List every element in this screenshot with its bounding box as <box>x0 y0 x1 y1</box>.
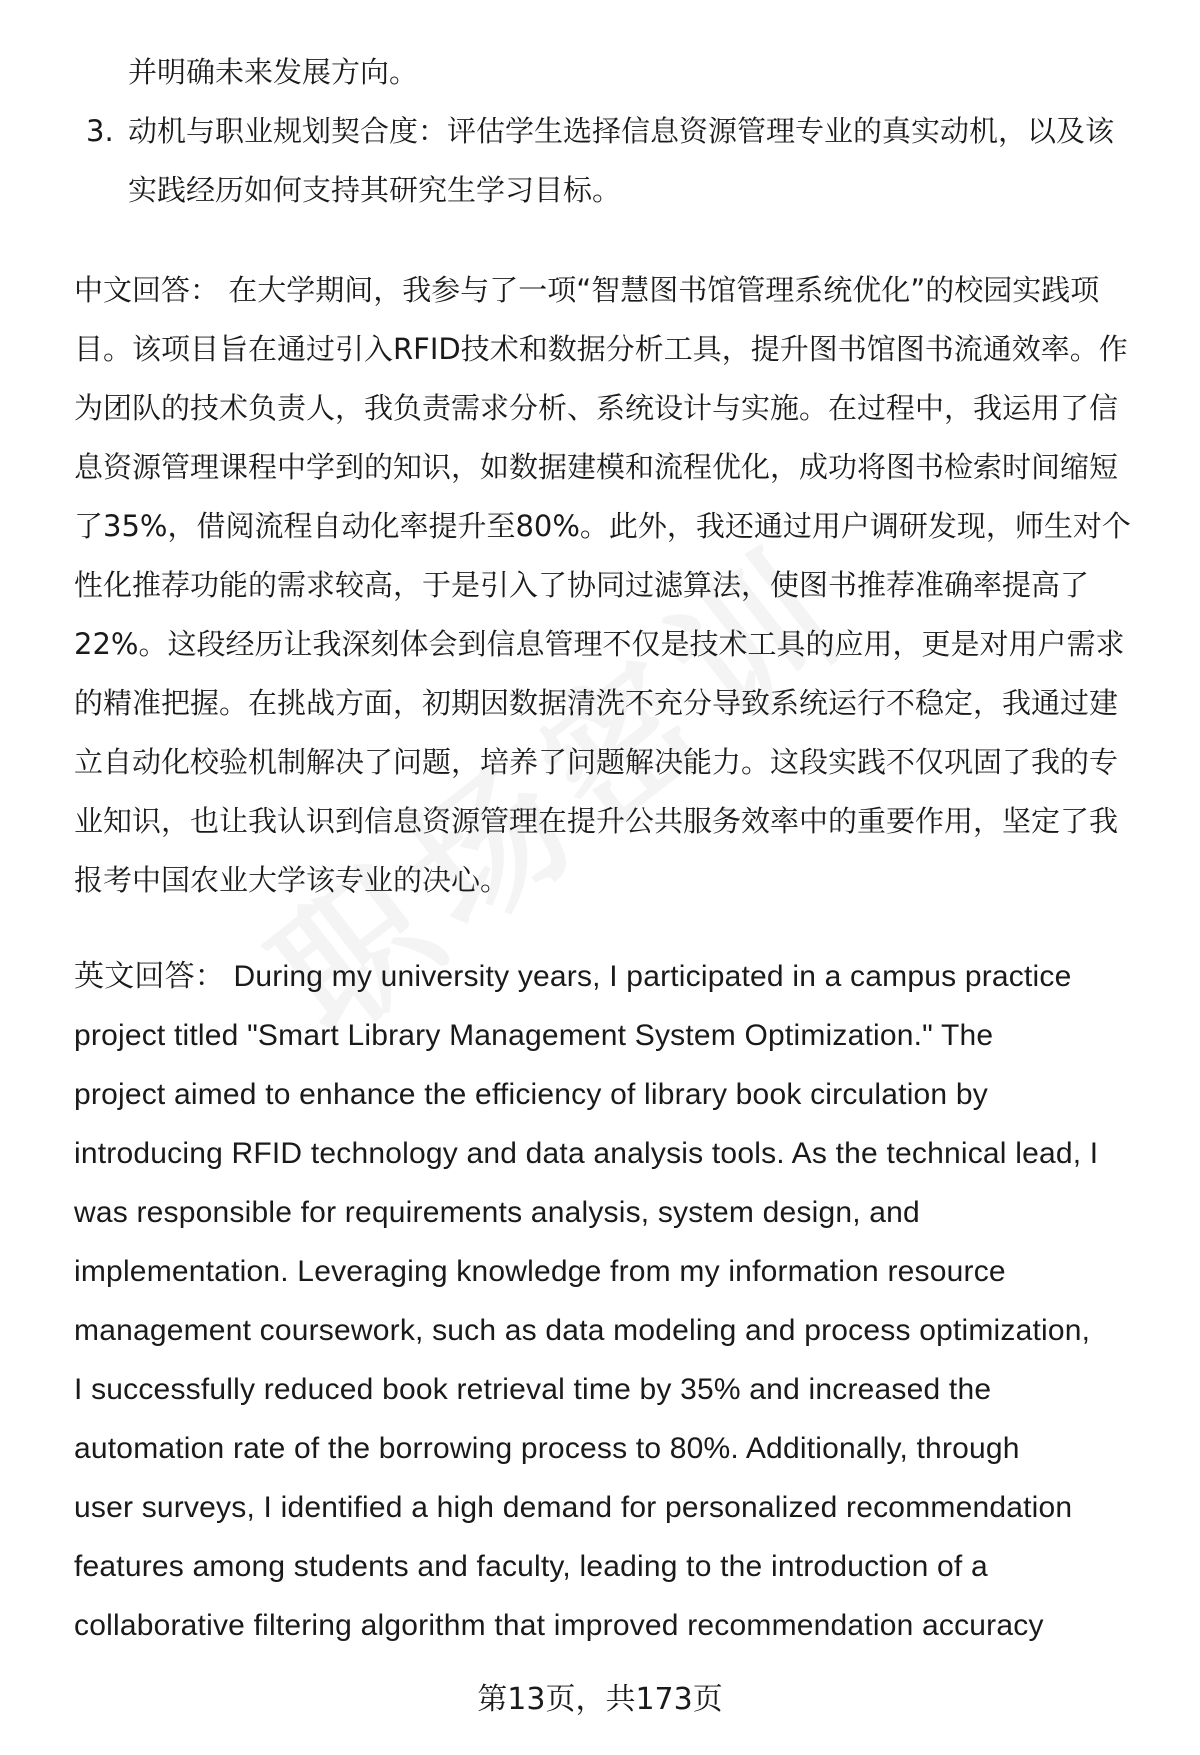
paragraph-line: 英文回答： During my university years, I participated in a campus practice <box>74 960 1072 993</box>
paragraph-line: 报考中国农业大学该专业的决心。 <box>74 863 510 897</box>
intro-line: 并明确未来发展方向。 <box>128 55 419 89</box>
paragraph-line: project titled "Smart Library Management System Optimization." The <box>74 1019 994 1052</box>
paragraph-line: 为团队的技术负责人，我负责需求分析、系统设计与实施。在过程中，我运用了信 <box>74 391 1119 425</box>
paragraph-line: features among students and faculty, leading to the introduction of a <box>74 1550 988 1583</box>
paragraph-line: 目。该项目旨在通过引入RFID技术和数据分析工具，提升图书馆图书流通效率。作 <box>74 332 1128 366</box>
paragraph-line: 立自动化校验机制解决了问题，培养了问题解决能力。这段实践不仅巩固了我的专 <box>74 745 1119 779</box>
paragraph-line: 的精准把握。在挑战方面，初期因数据清洗不充分导致系统运行不稳定，我通过建 <box>74 686 1119 720</box>
list-item-line: 实践经历如何支持其研究生学习目标。 <box>128 173 622 207</box>
list-item-line: 动机与职业规划契合度：评估学生选择信息资源管理专业的真实动机，以及该 <box>128 114 1115 148</box>
paragraph-line: 性化推荐功能的需求较高，于是引入了协同过滤算法，使图书推荐准确率提高了 <box>74 568 1090 602</box>
list-item-number: 3. <box>86 114 114 148</box>
paragraph-line: 中文回答： 在大学期间，我参与了一项“智慧图书馆管理系统优化”的校园实践项 <box>74 273 1100 307</box>
paragraph-line: management coursework, such as data modeling and process optimization, <box>74 1314 1091 1347</box>
paragraph-line: 息资源管理课程中学到的知识，如数据建模和流程优化，成功将图书检索时间缩短 <box>74 450 1119 484</box>
paragraph-line: 业知识，也让我认识到信息资源管理在提升公共服务效率中的重要作用，坚定了我 <box>74 804 1119 838</box>
page-number: 第13页，共173页 <box>477 1682 723 1717</box>
paragraph-line: project aimed to enhance the efficiency of library book circulation by <box>74 1078 988 1111</box>
paragraph-line: introducing RFID technology and data analysis tools. As the technical lead, I <box>74 1137 1099 1170</box>
paragraph-line: user surveys, I identified a high demand for personalized recommendation <box>74 1491 1073 1524</box>
paragraph-line: was responsible for requirements analysis, system design, and <box>74 1196 920 1229</box>
paragraph-line: implementation. Leveraging knowledge from my information resource <box>74 1255 1006 1288</box>
paragraph-line: automation rate of the borrowing process to 80%. Additionally, through <box>74 1432 1020 1465</box>
paragraph-line: I successfully reduced book retrieval time by 35% and increased the <box>74 1373 992 1406</box>
paragraph-line: 了35%，借阅流程自动化率提升至80%。此外，我还通过用户调研发现，师生对个 <box>74 509 1131 543</box>
paragraph-line: collaborative filtering algorithm that improved recommendation accuracy <box>74 1609 1044 1642</box>
paragraph-line: 22%。这段经历让我深刻体会到信息管理不仅是技术工具的应用，更是对用户需求 <box>74 627 1125 661</box>
